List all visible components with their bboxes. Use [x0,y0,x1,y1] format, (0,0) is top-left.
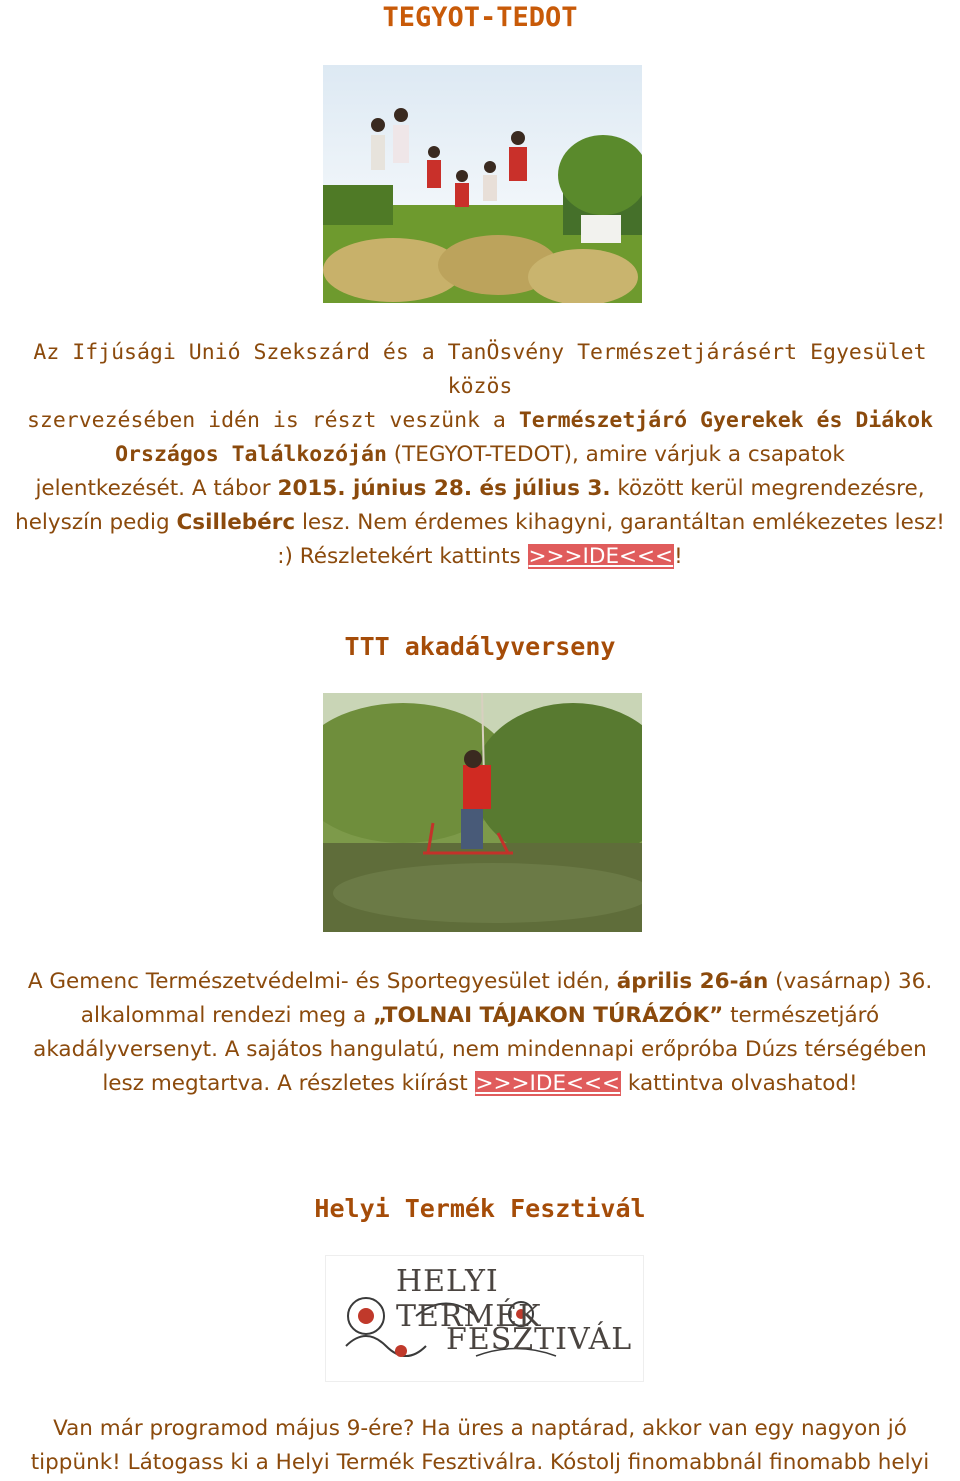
camp-photo-illustration [323,65,642,303]
festival-description: Van már programod május 9-ére? Ha üres a naptárad, akkor van egy nagyon jó tippünk! Látogass ki a Helyi Termék Fesztiválra. Kóstolj finomabbnál finomabb helyi [30,1416,930,1475]
ttt-details-link[interactable]: >>>IDE<<< [475,1071,621,1096]
festival-logo-line2: FESZTIVÁL [446,1322,633,1357]
ttt-heading: TTT akadályverseny [344,632,616,661]
camp-photo [323,65,642,303]
festival-logo [325,1255,644,1382]
tegyot-description: Az Ifjúsági Unió Szekszárd és a TanÖsvény Természetjárásért Egyesület közös szervezésében idén is részt veszünk a Természetjáró Gyerekek és Diákok Országos Találkozóján (TEGYOT-TEDOT), amire várjuk a csapatok jelentkezését. A tábor 2015. június 28. és július 3. között kerül megrendezésre, helyszín pedig Csillebérc lesz. Nem érdemes kihagyni, garantáltan emlékezetes lesz! :) Részletekért kattints >>>IDE<<<! [15,340,945,569]
ttt-photo [323,693,642,932]
tegyot-details-link[interactable]: >>>IDE<<< [528,544,674,569]
page-title: TEGYOT-TEDOT [382,2,578,33]
festival-heading: Helyi Termék Fesztivál [314,1194,646,1223]
festival-logo-line1: HELYI TERMÉK [396,1264,542,1334]
ttt-photo-illustration [323,693,642,932]
ttt-description: A Gemenc Természetvédelmi- és Sportegyesület idén, április 26-án (vasárnap) 36. alkalommal rendezi meg a „TOLNAI TÁJAKON TÚRÁZÓK” természetjáró akadályversenyt. A sajátos hangulatú, nem mindennapi erőpróba Dúzs térségében lesz megtartva. A részletes kiírást >>>IDE<<< kattintva olvashatod! [27,969,933,1096]
